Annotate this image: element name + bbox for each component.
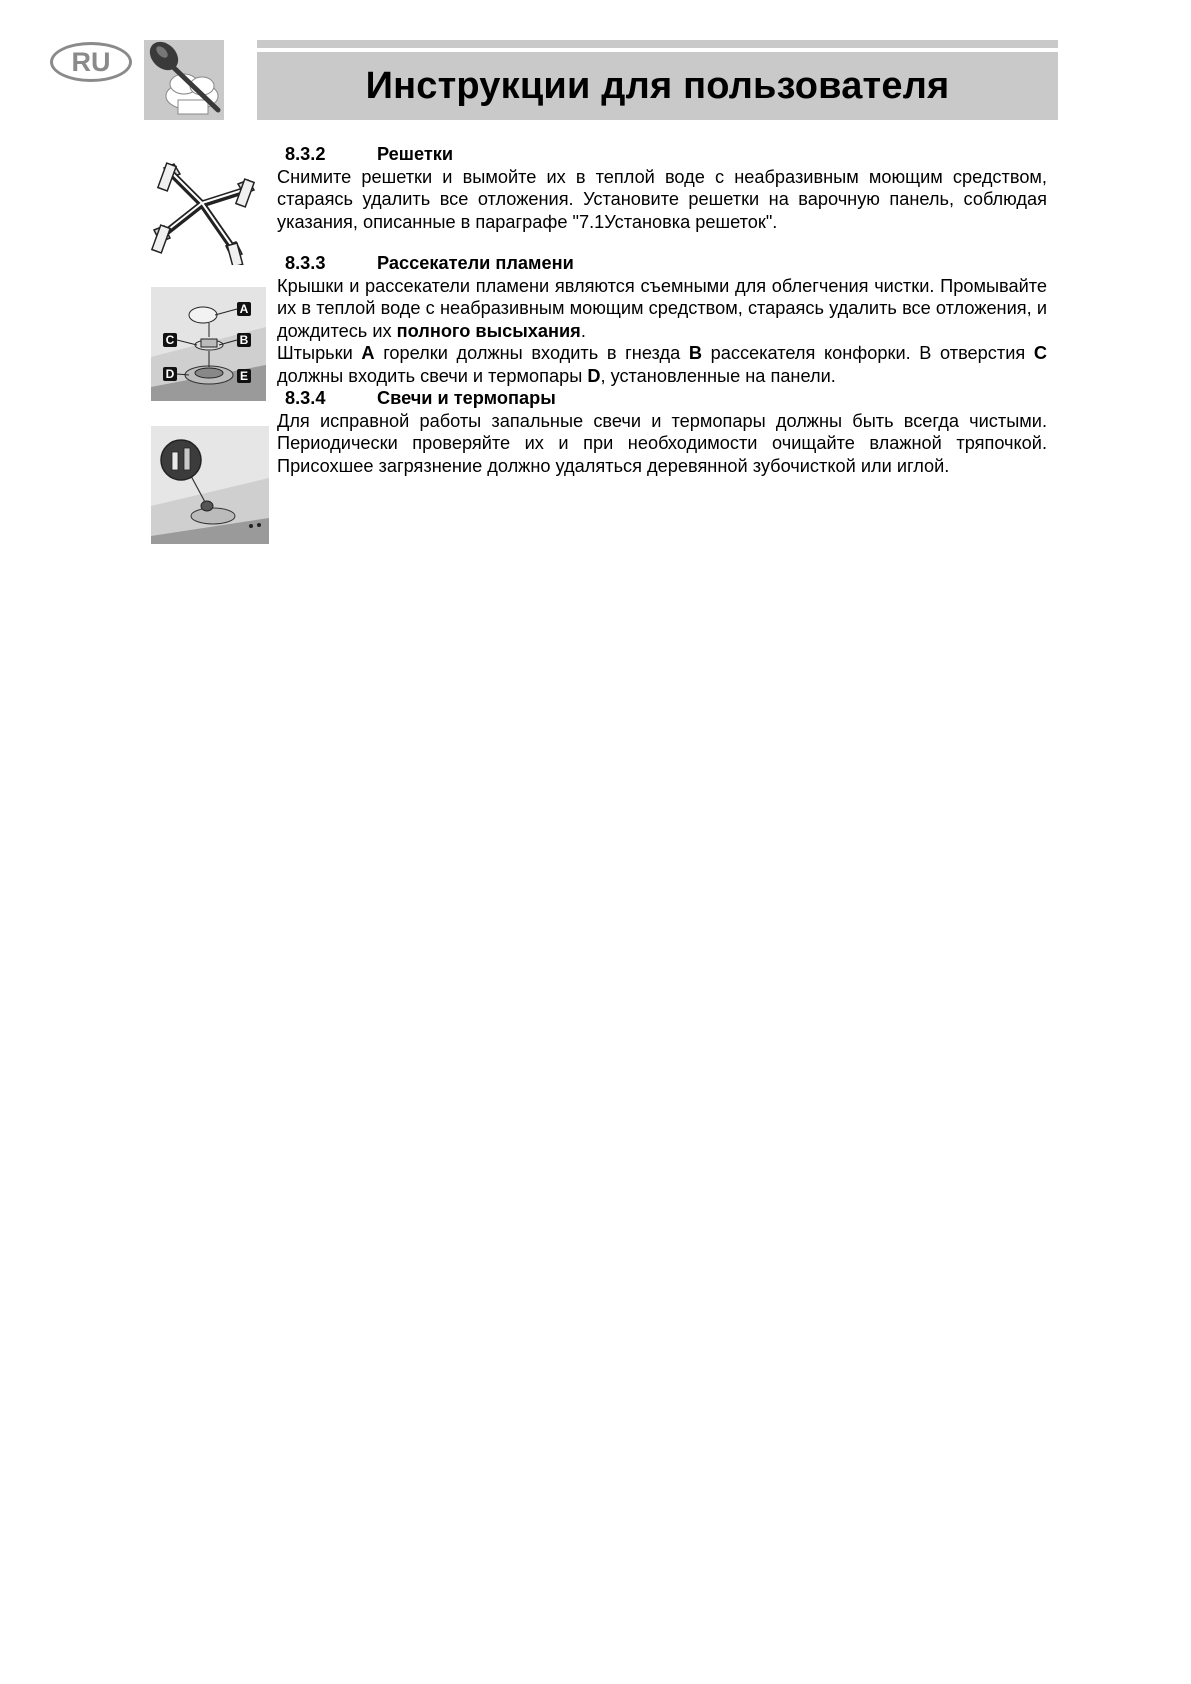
section-title: Свечи и термопары [377, 388, 556, 408]
language-badge [50, 42, 132, 82]
section-heading [277, 252, 1047, 275]
section-title: Рассекатели пламени [377, 253, 574, 273]
section-8-3-2 [277, 143, 1047, 233]
section-heading [277, 143, 1047, 166]
figure-label-c: C [165, 333, 175, 347]
section-heading [277, 387, 1047, 410]
flame-spreader-illustration [151, 287, 266, 401]
page-title: Инструкции для пользователя [365, 64, 950, 107]
section-title: Решетки [377, 144, 454, 164]
section-8-3-4 [277, 387, 1047, 477]
section-number: 8.3.2 [285, 144, 326, 164]
spark-plug-thermocouple-illustration [151, 426, 269, 544]
section-8-3-3 [277, 252, 1047, 387]
section-paragraph: Крышки и рассекатели пламени являются съемными для облегчения чистки. Промывайте их в теплой воде с неабразивным моющим средством, стараясь удалить все отложения, и дождитесь их полного высыхания. [277, 275, 1047, 341]
spoon-hat-icon [144, 40, 224, 120]
figure-label-d: D [165, 367, 175, 381]
section-paragraph: Для исправной работы запальные свечи и термопары должны быть всегда чистыми. Периодически проверяйте их и при необходимости очищайте влажной тряпочкой. Присохшее загрязнение должно удаляться деревянной зубочисткой или иглой. [277, 410, 1047, 476]
section-number: 8.3.4 [285, 388, 326, 408]
header-top-stripe [257, 40, 1058, 48]
chef-spoon-logo [144, 40, 224, 120]
grate-illustration [150, 160, 260, 265]
section-paragraph: Снимите решетки и вымойте их в теплой воде с неабразивным моющим средством, стараясь удалить все отложения. Установите решетки на варочную панель, соблюдая указания, описанные в параграфе "7.1Установка решеток". [277, 166, 1047, 232]
figure-label-b: B [239, 333, 249, 347]
emphasis-text: полного высыхания [396, 320, 581, 341]
content-area [277, 143, 1047, 477]
language-code: RU [71, 46, 111, 77]
section-paragraph: Штырьки A горелки должны входить в гнезда B рассекателя конфорки. В отверстия C должны входить свечи и термопары D, установленные на панели. [277, 343, 1047, 386]
section-number: 8.3.3 [285, 253, 326, 273]
header-bar [257, 52, 1058, 120]
figure-label-e: E [239, 369, 249, 383]
figure-label-a: A [239, 302, 249, 316]
